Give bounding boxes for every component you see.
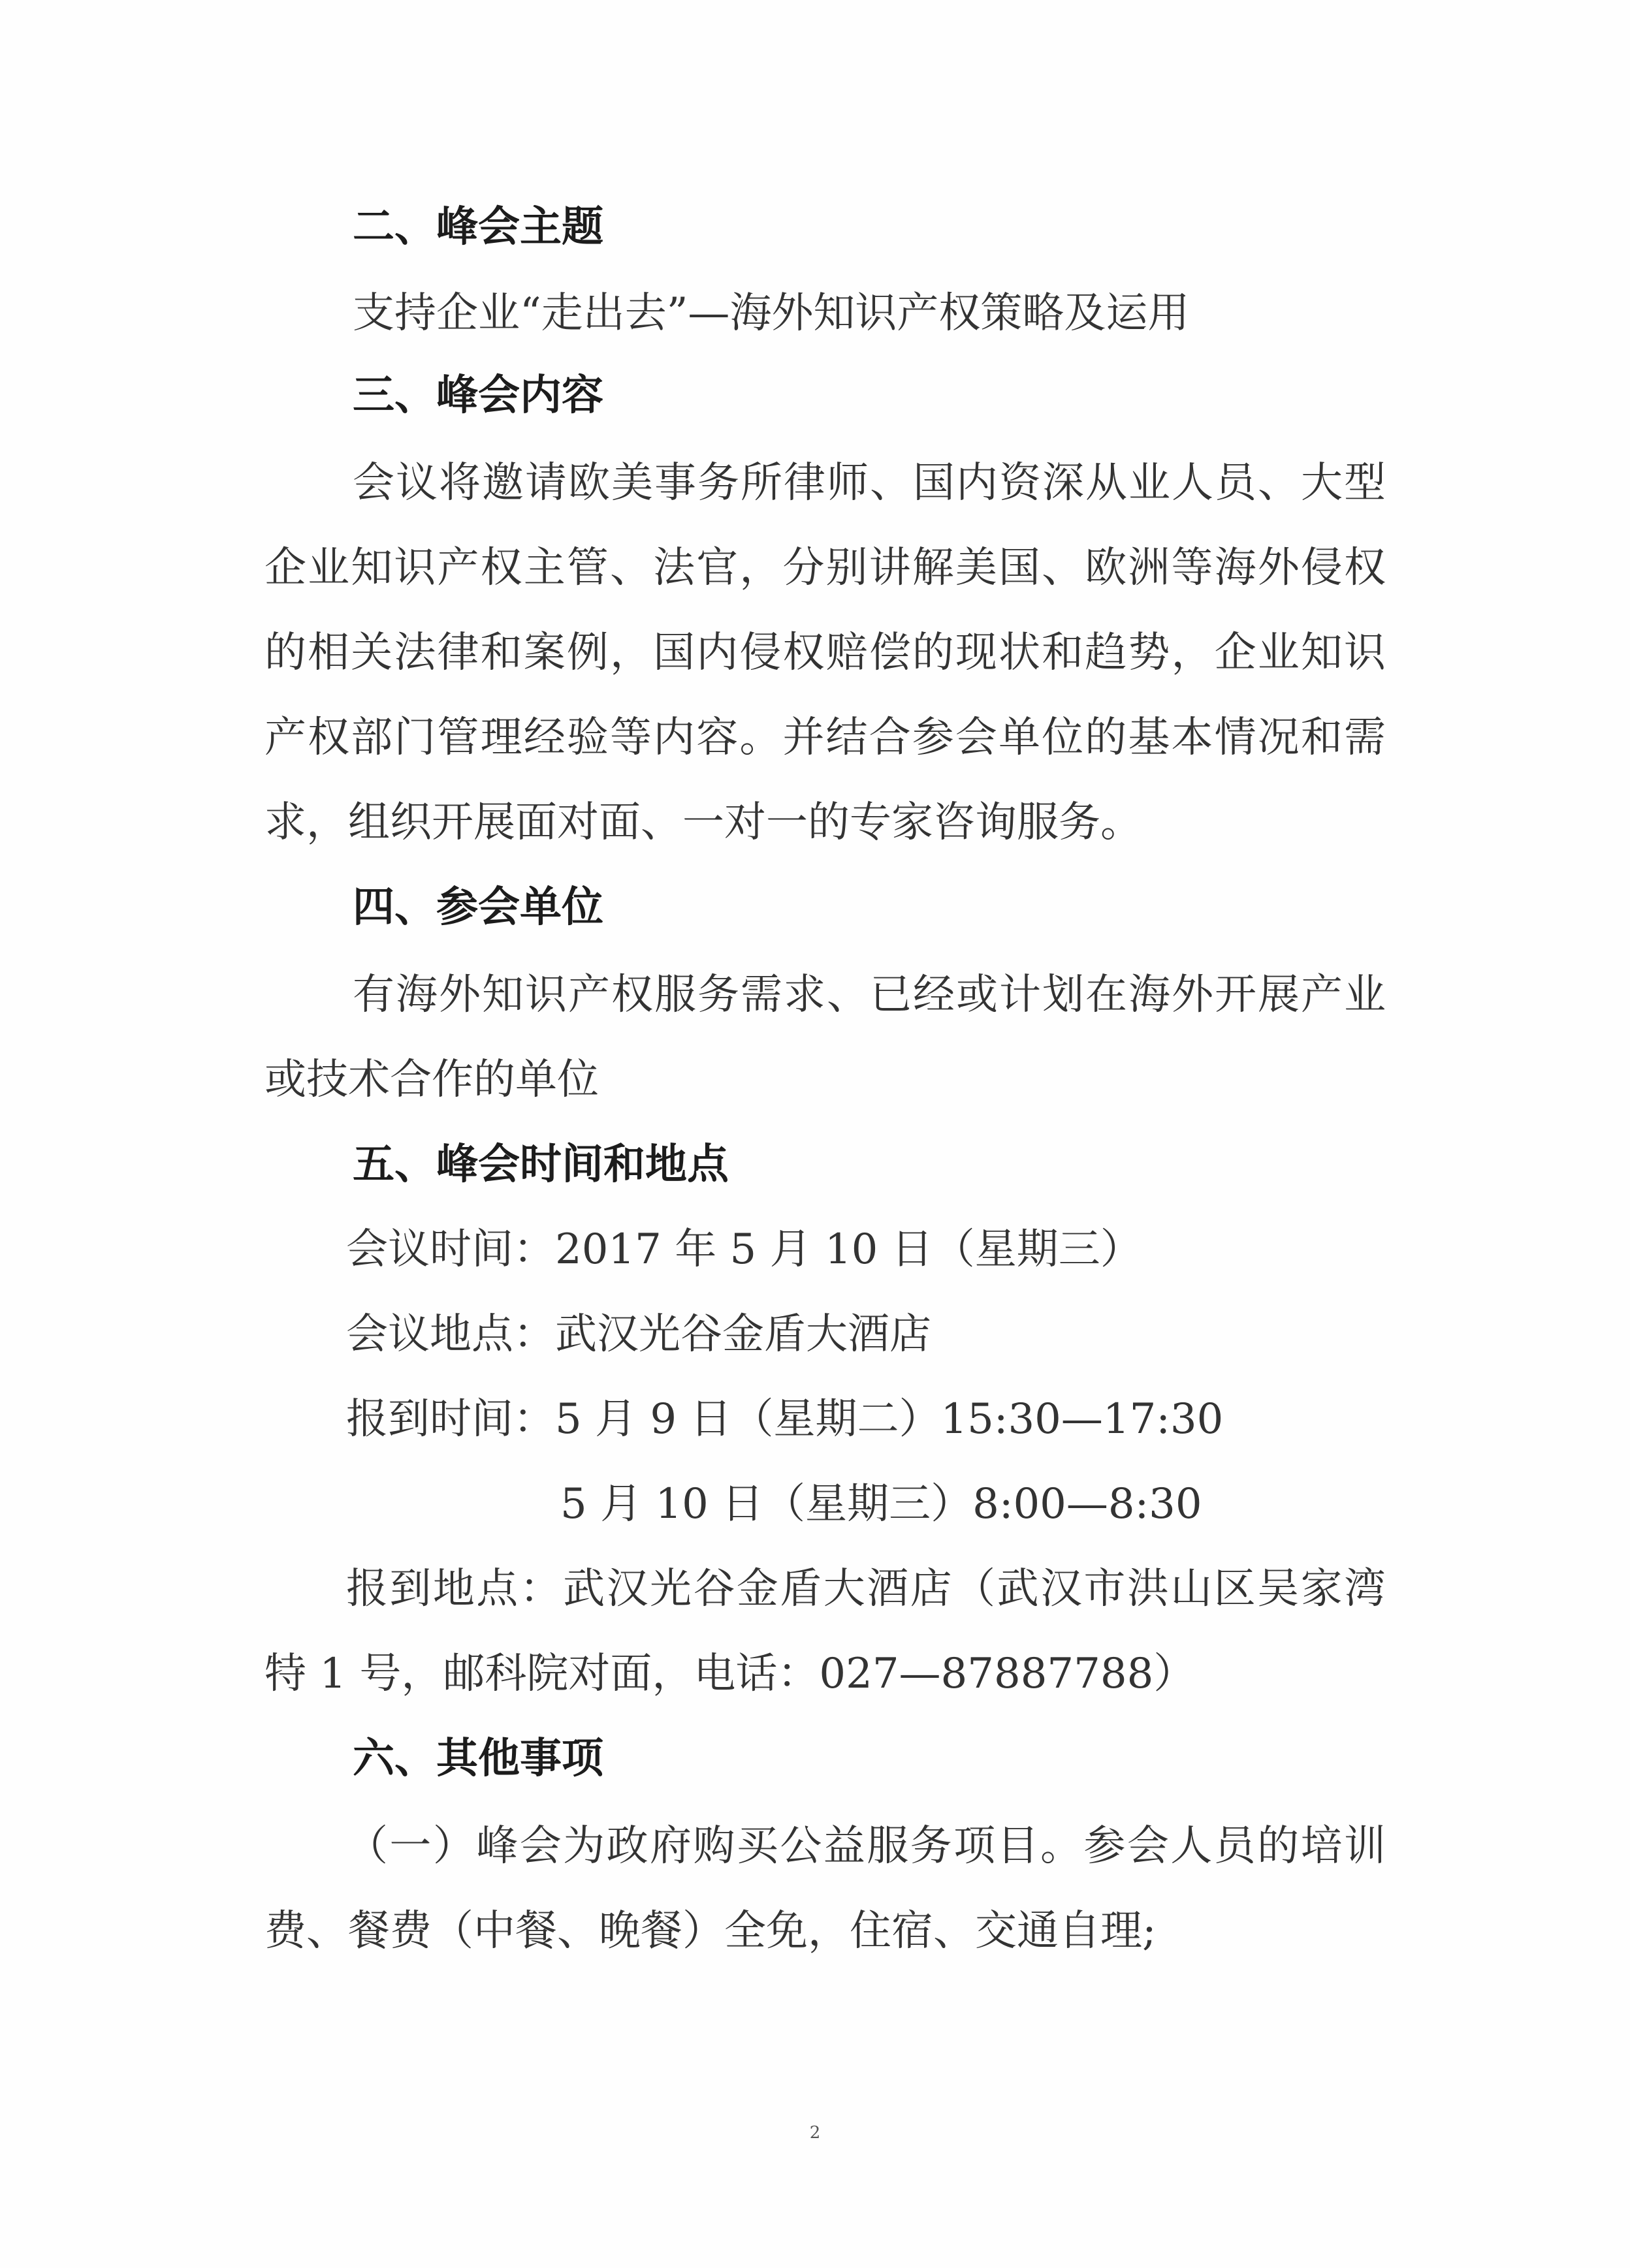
meeting-time: 会议时间：2017 年 5 月 10 日（星期三） bbox=[346, 1225, 1142, 1274]
other-paragraph-line: （一）峰会为政府购买公益服务项目。参会人员的培训 bbox=[346, 1822, 1386, 1870]
page-number: 2 bbox=[809, 2123, 821, 2143]
content-paragraph-line: 企业知识产权主管、法官，分别讲解美国、欧洲等海外侵权 bbox=[264, 544, 1386, 592]
meeting-place: 会议地点：武汉光谷金盾大酒店 bbox=[346, 1310, 931, 1359]
registration-time: 报到时间：5 月 9 日（星期二）15:30—17:30 bbox=[346, 1395, 1224, 1443]
theme-text: 支持企业“走出去”—海外知识产权策略及运用 bbox=[353, 289, 1190, 338]
other-paragraph-line: 费、餐费（中餐、晚餐）全免，住宿、交通自理; bbox=[264, 1907, 1157, 1955]
section-heading-theme: 二、峰会主题 bbox=[353, 203, 603, 251]
content-paragraph-line: 的相关法律和案例，国内侵权赔偿的现状和趋势，企业知识 bbox=[264, 629, 1386, 677]
content-paragraph-line: 求，组织开展面对面、一对一的专家咨询服务。 bbox=[264, 798, 1142, 847]
content-paragraph-line: 会议将邀请欧美事务所律师、国内资深从业人员、大型 bbox=[353, 459, 1386, 507]
participants-paragraph-line: 有海外知识产权服务需求、已经或计划在海外开展产业 bbox=[353, 971, 1386, 1019]
registration-time-second: 5 月 10 日（星期三）8:00—8:30 bbox=[560, 1480, 1202, 1528]
section-heading-other: 六、其他事项 bbox=[353, 1735, 603, 1783]
section-heading-time-place: 五、峰会时间和地点 bbox=[353, 1141, 729, 1189]
participants-paragraph-line: 或技术合作的单位 bbox=[264, 1056, 599, 1104]
section-heading-participants: 四、参会单位 bbox=[353, 883, 603, 932]
section-heading-content: 三、峰会内容 bbox=[353, 371, 603, 420]
registration-place: 报到地点：武汉光谷金盾大酒店（武汉市洪山区吴家湾 bbox=[346, 1565, 1386, 1613]
registration-place-continued: 特 1 号，邮科院对面，电话：027—87887788） bbox=[264, 1650, 1196, 1698]
content-paragraph-line: 产权部门管理经验等内容。并结合参会单位的基本情况和需 bbox=[264, 714, 1386, 762]
